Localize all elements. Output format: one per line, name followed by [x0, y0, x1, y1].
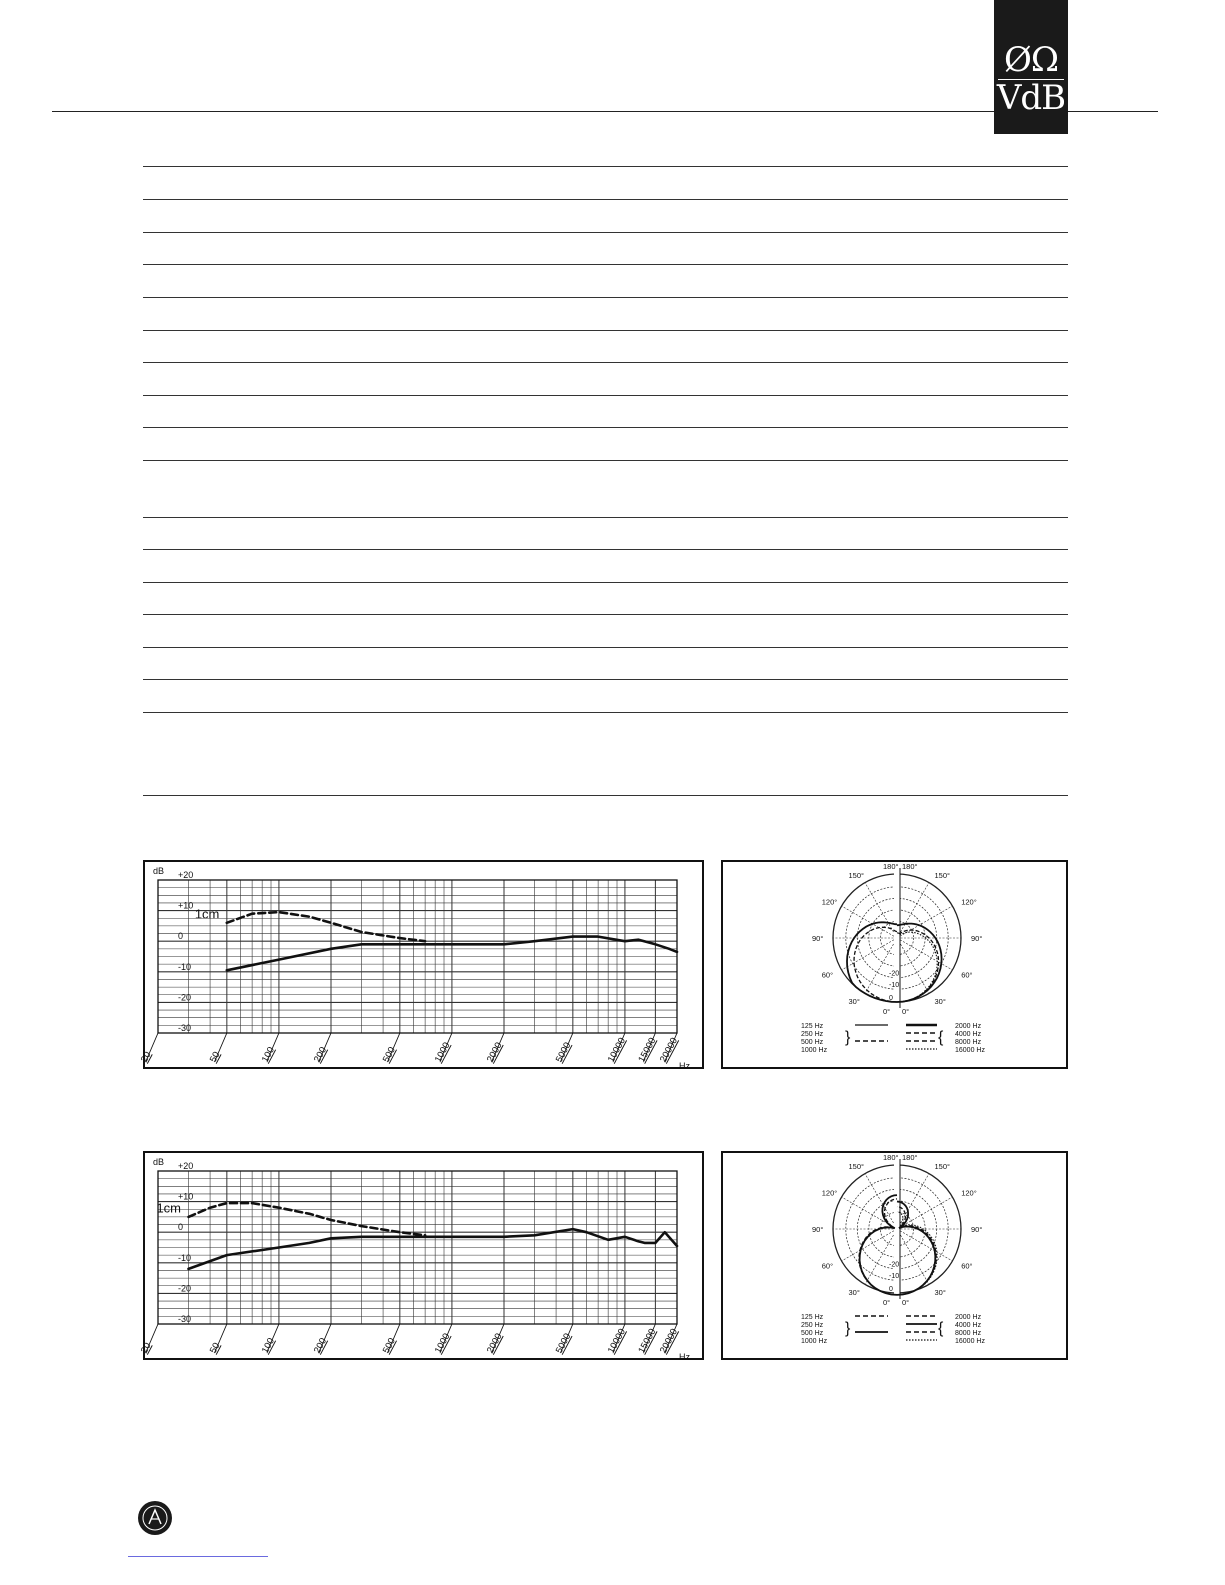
frequency-response-svg-2	[138, 1153, 706, 1362]
x-tick-label: 10000	[605, 1326, 628, 1356]
polar-angle-label: 150°	[934, 870, 951, 880]
polar-angle-label: 60°	[821, 970, 834, 980]
legend-brace: {	[938, 1320, 944, 1337]
polar-ring-label: 0	[889, 1286, 893, 1293]
polar-angle-label: 180°	[902, 862, 918, 871]
polar-angle-label: 90°	[812, 934, 824, 943]
frequency-response-chart-1	[138, 860, 704, 1071]
y-tick-label: -20	[178, 1283, 192, 1294]
spec-row-rule	[143, 549, 1068, 550]
y-tick-label: -10	[178, 961, 192, 972]
legend-label-right: 16000 Hz	[955, 1338, 985, 1345]
polar-ring-label: -20	[889, 1261, 900, 1269]
legend-brace: }	[845, 1029, 851, 1046]
y-tick-label: +20	[178, 1161, 194, 1171]
x-tick-label: 200	[311, 1045, 330, 1065]
distance-annotation: 1cm	[194, 906, 220, 922]
polar-angle-label: 150°	[848, 1161, 865, 1171]
polar-angle-label: 150°	[848, 870, 865, 880]
polar-angle-label: 60°	[961, 970, 973, 980]
x-tick-label: 20000	[657, 1326, 681, 1356]
distance-annotation: 1cm	[156, 1200, 182, 1216]
spec-row-rule	[143, 264, 1068, 265]
polar-ring-label: -20	[889, 970, 900, 978]
polar-angle-label: 0°	[902, 1007, 910, 1016]
x-tick-label: 100	[259, 1336, 278, 1356]
header-rule	[52, 111, 1158, 112]
x-tick-label: 1000	[432, 1040, 453, 1065]
polar-pattern-svg-1	[723, 862, 1070, 1071]
polar-angle-label: 180°	[902, 1153, 918, 1162]
spec-row-rule	[143, 395, 1068, 396]
polar-angle-label: 90°	[971, 934, 983, 943]
polar-angle-label: 60°	[821, 1261, 834, 1271]
spec-row-rule	[143, 795, 1068, 796]
x-tick-label: 50	[207, 1340, 223, 1356]
spec-row-rule	[143, 330, 1068, 331]
y-tick-label: +10	[178, 1191, 194, 1202]
legend-label-left: 1000 Hz	[801, 1338, 828, 1345]
x-unit-label: Hz	[679, 1352, 690, 1362]
y-tick-label: 0	[178, 931, 184, 942]
legend-label-right: 2000 Hz	[955, 1023, 982, 1030]
polar-angle-label: 180°	[883, 862, 899, 871]
legend-label-left: 125 Hz	[801, 1023, 824, 1030]
legend-label-left: 500 Hz	[801, 1039, 824, 1046]
spec-row-rule	[143, 647, 1068, 648]
y-tick-label: +10	[178, 900, 194, 911]
frequency-response-svg-1	[138, 862, 706, 1071]
x-tick-label: 500	[380, 1045, 398, 1065]
x-tick-label: 5000	[553, 1040, 574, 1065]
polar-angle-label: 120°	[821, 1188, 838, 1198]
polar-pattern-chart-1	[721, 860, 1068, 1069]
polar-angle-label: 30°	[934, 997, 946, 1007]
polar-ring-label: -10	[889, 1273, 900, 1281]
polar-pattern-low	[847, 922, 900, 1002]
x-tick-label: 500	[380, 1336, 398, 1356]
spec-row-rule	[143, 427, 1068, 428]
polar-ring-label: 0	[889, 995, 893, 1002]
legend-label-left: 250 Hz	[801, 1031, 824, 1038]
polar-angle-label: 0°	[883, 1007, 891, 1016]
legend-label-right: 8000 Hz	[955, 1330, 982, 1337]
y-unit-label: dB	[153, 1157, 165, 1167]
x-tick-label: 20	[138, 1049, 154, 1065]
legend-label-left: 500 Hz	[801, 1330, 824, 1337]
x-tick-label: 2000	[484, 1040, 505, 1065]
y-tick-label: +20	[178, 870, 194, 880]
akg-logo-icon	[137, 1500, 173, 1536]
legend-label-left: 125 Hz	[801, 1314, 824, 1321]
x-tick-label: 15000	[636, 1035, 659, 1065]
legend-label-left: 1000 Hz	[801, 1047, 828, 1054]
x-tick-label: 10000	[605, 1035, 628, 1065]
x-tick-label: 5000	[553, 1331, 574, 1356]
spec-row-rule	[143, 297, 1068, 298]
footer-link-underline[interactable]	[128, 1556, 268, 1557]
x-unit-label: Hz	[679, 1061, 690, 1071]
legend-label-left: 250 Hz	[801, 1322, 824, 1329]
spec-row-rule	[143, 582, 1068, 583]
x-tick-label: 20000	[657, 1035, 681, 1065]
x-tick-label: 20	[138, 1340, 154, 1356]
spec-row-rule	[143, 679, 1068, 680]
polar-angle-label: 120°	[821, 897, 838, 907]
y-unit-label: dB	[153, 866, 165, 876]
legend-brace: {	[938, 1029, 944, 1046]
y-tick-label: -30	[178, 1023, 192, 1033]
spec-row-rule	[143, 199, 1068, 200]
spec-row-rule	[143, 517, 1068, 518]
x-tick-label: 200	[311, 1336, 330, 1356]
polar-angle-label: 0°	[883, 1298, 891, 1307]
brand-logo	[994, 0, 1068, 134]
logo-line1: ØΩ	[1003, 40, 1059, 80]
x-tick-label: 50	[207, 1049, 223, 1065]
legend-label-right: 4000 Hz	[955, 1322, 982, 1329]
legend-label-right: 2000 Hz	[955, 1314, 982, 1321]
polar-ring-label: -10	[889, 982, 900, 990]
polar-angle-label: 30°	[848, 1288, 860, 1298]
y-tick-label: 0	[178, 1222, 184, 1233]
legend-label-right: 8000 Hz	[955, 1039, 982, 1046]
polar-angle-label: 60°	[961, 1261, 973, 1271]
polar-angle-label: 120°	[961, 897, 977, 907]
y-tick-label: -30	[178, 1314, 192, 1324]
proximity-response-line	[227, 912, 425, 941]
polar-angle-label: 30°	[848, 997, 860, 1007]
polar-angle-label: 90°	[971, 1225, 983, 1234]
polar-pattern-high	[897, 1202, 935, 1295]
polar-angle-label: 0°	[902, 1298, 910, 1307]
proximity-response-line	[189, 1203, 426, 1235]
spec-row-rule	[143, 166, 1068, 167]
polar-angle-label: 150°	[934, 1161, 951, 1171]
legend-brace: }	[845, 1320, 851, 1337]
x-tick-label: 100	[259, 1045, 278, 1065]
y-tick-label: -20	[178, 992, 192, 1003]
spec-row-rule	[143, 362, 1068, 363]
logo-line2: VdB	[996, 78, 1066, 118]
polar-pattern-mid	[859, 1199, 900, 1295]
legend-label-right: 16000 Hz	[955, 1047, 985, 1054]
polar-angle-label: 90°	[812, 1225, 824, 1234]
spec-row-rule	[143, 232, 1068, 233]
x-tick-label: 15000	[636, 1326, 659, 1356]
legend-label-right: 4000 Hz	[955, 1031, 982, 1038]
polar-pattern-chart-2	[721, 1151, 1068, 1360]
spec-row-rule	[143, 460, 1068, 461]
polar-pattern-svg-2	[723, 1153, 1070, 1362]
frequency-response-chart-2	[138, 1151, 704, 1362]
polar-angle-label: 120°	[961, 1188, 977, 1198]
spec-row-rule	[143, 614, 1068, 615]
y-tick-label: -10	[178, 1252, 192, 1263]
x-tick-label: 2000	[484, 1331, 505, 1356]
x-tick-label: 1000	[432, 1331, 453, 1356]
polar-angle-label: 30°	[934, 1288, 946, 1298]
polar-angle-label: 180°	[883, 1153, 899, 1162]
spec-row-rule	[143, 712, 1068, 713]
